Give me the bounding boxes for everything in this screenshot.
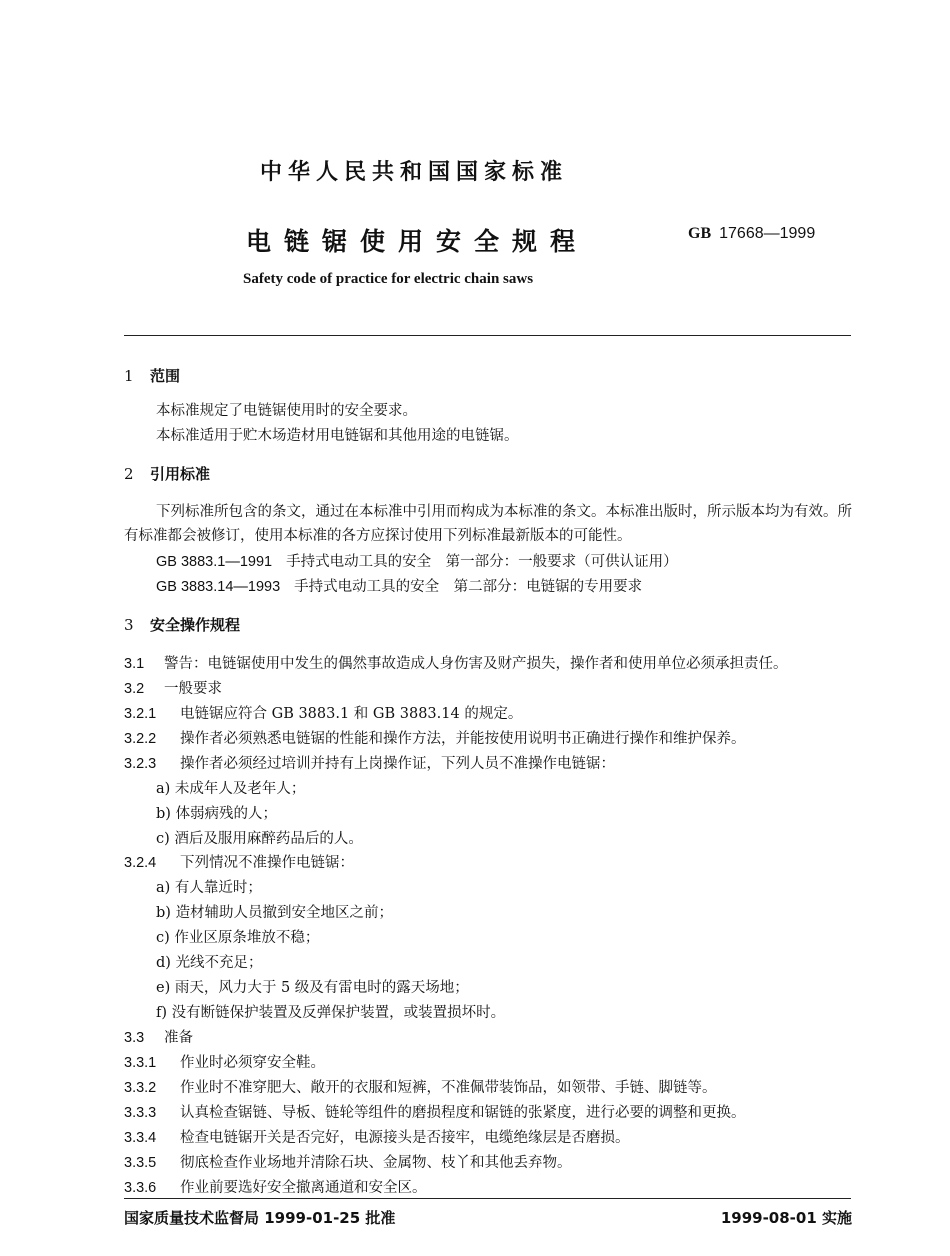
- clause-number: 3.3.5: [124, 1155, 157, 1171]
- clause-text: 下列情况不准操作电链锯：: [180, 855, 354, 871]
- effective-date: 1999-08-01 实施: [720, 1209, 852, 1227]
- issuing-organization: 中华人民共和国国家标准: [260, 160, 569, 185]
- clause-3-3: [124, 1026, 193, 1047]
- clause-number: 3.3.2: [124, 1080, 157, 1096]
- list-marker: a): [156, 781, 171, 797]
- clause-text: 彻底检查作业场地并清除石块、金属物、枝丫和其他丢弃物。: [180, 1155, 572, 1171]
- clause-3-2-1: [124, 702, 522, 723]
- list-item: [156, 1001, 505, 1022]
- footer-divider: [124, 1198, 851, 1199]
- clause-3-3-6: [124, 1176, 427, 1197]
- section-3-heading: [124, 614, 240, 635]
- clause-3-3-3: [124, 1101, 746, 1122]
- standard-code: [688, 223, 815, 243]
- list-marker: a): [156, 880, 171, 896]
- clause-text: 作业时必须穿安全鞋。: [180, 1055, 325, 1071]
- section-2-paragraph: 下列标准所包含的条文，通过在本标准中引用而构成为本标准的条文。本标准出版时，所示版本均为有效。所有标准都会被修订，使用本标准的各方应探讨使用下列标准最新版本的可能性。: [124, 504, 852, 544]
- list-marker: e): [156, 980, 171, 996]
- clause-text: 准备: [164, 1030, 193, 1046]
- document-title: 电链锯使用安全规程: [246, 227, 589, 256]
- section-number: 2: [124, 465, 134, 483]
- clause-text: 操作者必须经过培训并持有上岗操作证，下列人员不准操作电链锯：: [180, 756, 615, 772]
- clause-text: 一般要求: [164, 681, 222, 697]
- approval-date: 国家质量技术监督局 1999-01-25 批准: [124, 1209, 396, 1227]
- clause-3-3-1: [124, 1051, 325, 1072]
- clause-3-3-5: [124, 1151, 572, 1172]
- clause-3-2-3: [124, 752, 615, 773]
- reference-2: [156, 575, 642, 596]
- list-text: 体弱病残的人；: [175, 806, 278, 822]
- section-2-heading: [124, 463, 210, 484]
- clause-text: 操作者必须熟悉电链锯的性能和操作方法，并能按使用说明书正确进行操作和维护保养。: [180, 731, 746, 747]
- clause-number: 3.3.4: [124, 1130, 157, 1146]
- list-marker: f): [156, 1005, 168, 1021]
- list-text: 酒后及服用麻醉药品后的人。: [174, 831, 363, 847]
- clause-number: 3.3.1: [124, 1055, 157, 1071]
- list-item: [156, 926, 319, 947]
- clause-text: 检查电链锯开关是否完好，电源接头是否接牢，电缆绝缘层是否磨损。: [180, 1130, 630, 1146]
- reference-1: [156, 550, 678, 571]
- section-title: 安全操作规程: [150, 616, 241, 634]
- list-text: 造材辅助人员撤到安全地区之前；: [175, 905, 394, 921]
- clause-3-2-2: [124, 727, 746, 748]
- clause-3-2-4: [124, 851, 354, 872]
- list-item: [156, 976, 469, 997]
- standard-code-prefix: GB: [688, 225, 712, 242]
- list-marker: c): [156, 930, 170, 946]
- reference-id: GB 3883.1—1991: [156, 554, 273, 570]
- clause-number: 3.2: [124, 681, 145, 697]
- clause-text: 警告：电链锯使用中发生的偶然事故造成人身伤害及财产损失，操作者和使用单位必须承担责任。: [164, 656, 788, 672]
- list-item: [156, 951, 263, 972]
- clause-text: 电链锯应符合 GB 3883.1 和 GB 3883.14 的规定。: [180, 706, 523, 722]
- section-1-line-1: 本标准规定了电链锯使用时的安全要求。: [156, 403, 417, 419]
- list-item: [156, 901, 393, 922]
- clause-text: 作业时不准穿肥大、敞开的衣服和短裤，不准佩带装饰品，如领带、手链、脚链等。: [180, 1080, 717, 1096]
- list-item: [156, 802, 277, 823]
- list-text: 作业区原条堆放不稳；: [174, 930, 320, 946]
- clause-number: 3.2.2: [124, 731, 157, 747]
- clause-3-1: [124, 652, 788, 673]
- list-marker: d): [156, 955, 171, 971]
- list-text: 雨天，风力大于 5 级及有雷电时的露天场地；: [174, 980, 469, 996]
- reference-text: 手持式电动工具的安全 第二部分：电链锯的专用要求: [294, 579, 643, 595]
- clause-number: 3.1: [124, 656, 145, 672]
- list-marker: c): [156, 831, 170, 847]
- section-1-line-2: 本标准适用于贮木场造材用电链锯和其他用途的电链锯。: [156, 428, 519, 444]
- clause-number: 3.3.3: [124, 1105, 157, 1121]
- reference-id: GB 3883.14—1993: [156, 579, 281, 595]
- reference-text: 手持式电动工具的安全 第一部分：一般要求（可供认证用）: [286, 554, 678, 570]
- section-title: 范围: [150, 367, 181, 385]
- list-marker: b): [156, 905, 171, 921]
- list-text: 有人靠近时；: [174, 880, 262, 896]
- list-item: [156, 777, 305, 798]
- section-title: 引用标准: [150, 465, 211, 483]
- clause-3-3-2: [124, 1076, 717, 1097]
- list-text: 没有断链保护装置及反弹保护装置，或装置损坏时。: [171, 1005, 506, 1021]
- clause-number: 3.2.4: [124, 855, 157, 871]
- clause-text: 认真检查锯链、导板、链轮等组件的磨损程度和锯链的张紧度，进行必要的调整和更换。: [180, 1105, 746, 1121]
- list-marker: b): [156, 806, 171, 822]
- section-1-heading: [124, 365, 180, 386]
- clause-number: 3.2.3: [124, 756, 157, 772]
- english-subtitle: Safety code of practice for electric chain saws: [243, 271, 534, 287]
- section-number: 1: [124, 367, 134, 385]
- section-number: 3: [124, 616, 134, 634]
- list-item: [156, 827, 363, 848]
- clause-text: 作业前要选好安全撤离通道和安全区。: [180, 1180, 427, 1196]
- clause-number: 3.2.1: [124, 706, 157, 722]
- clause-number: 3.3: [124, 1030, 145, 1046]
- header-divider: [124, 335, 851, 336]
- clause-number: 3.3.6: [124, 1180, 157, 1196]
- list-text: 光线不充足；: [175, 955, 263, 971]
- clause-3-3-4: [124, 1126, 630, 1147]
- standard-code-number: 17668—1999: [719, 225, 816, 242]
- list-text: 未成年人及老年人；: [174, 781, 306, 797]
- clause-3-2: [124, 677, 222, 698]
- list-item: [156, 876, 262, 897]
